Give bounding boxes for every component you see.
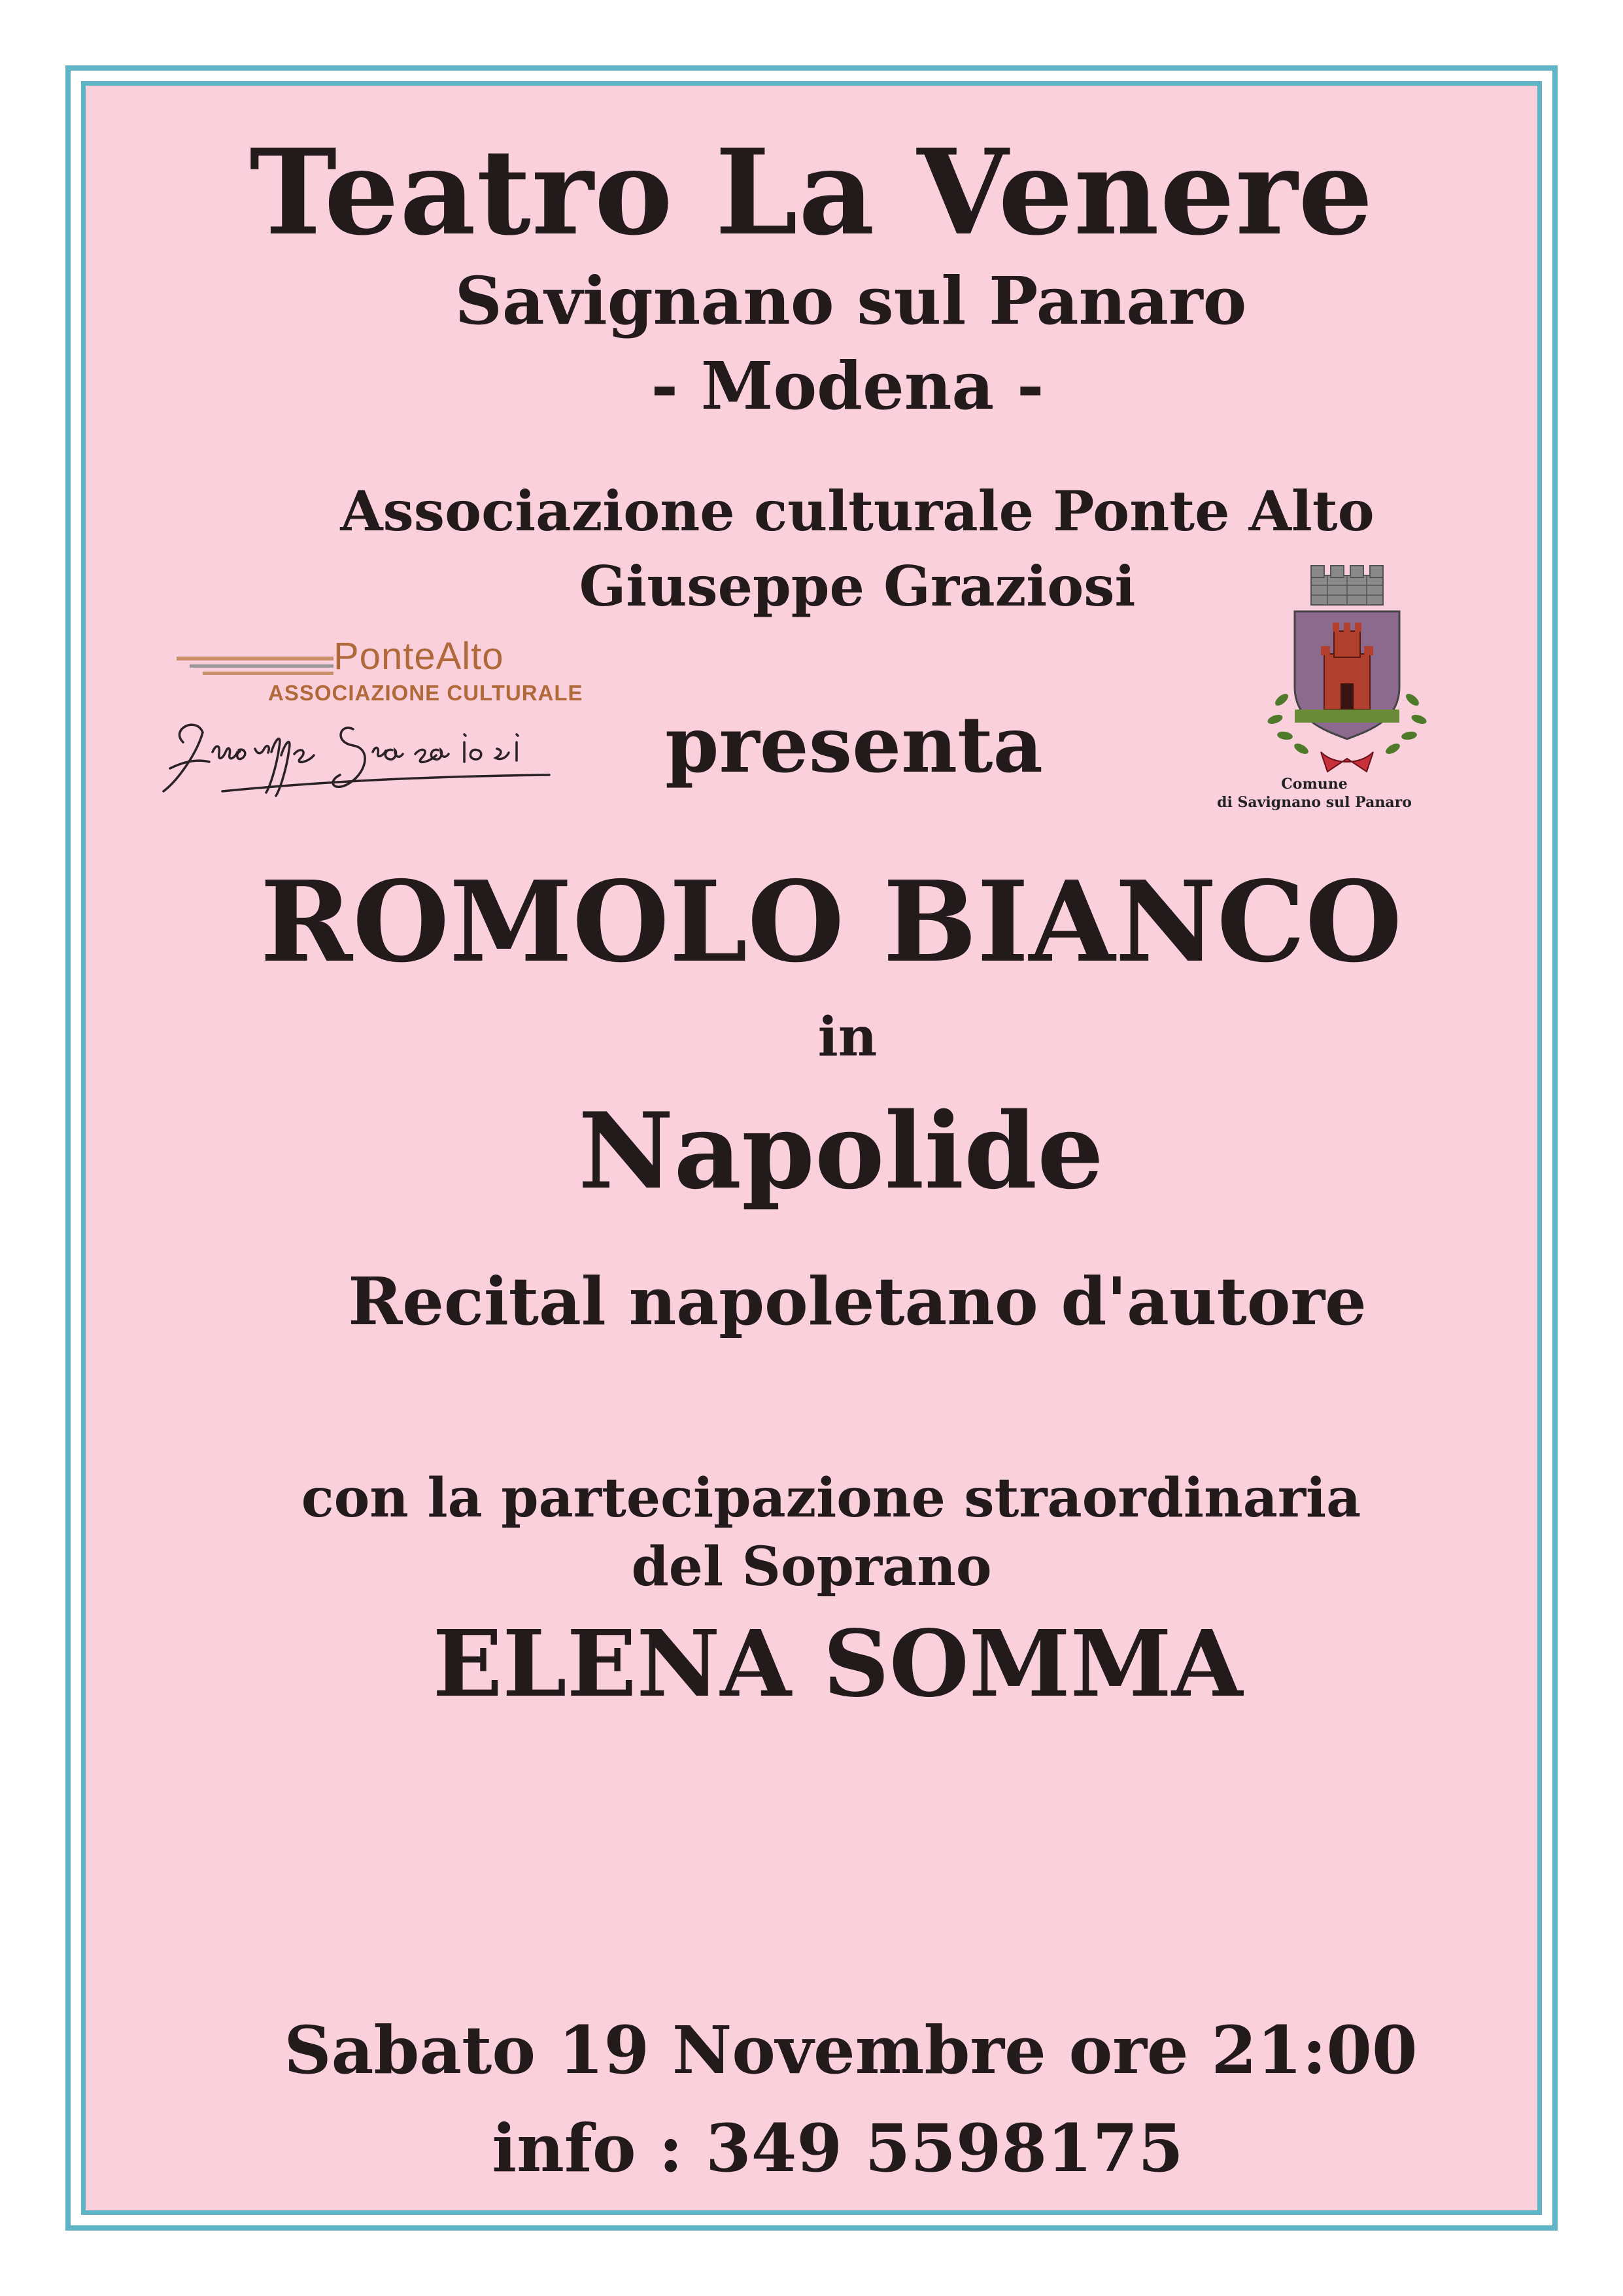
logo-name: PonteAlto — [333, 635, 504, 677]
coat-of-arms-icon — [1256, 562, 1439, 778]
participation-line-2: del Soprano — [631, 1535, 992, 1598]
association-person: Giuseppe Graziosi — [579, 554, 1136, 619]
province-name: - Modena - — [651, 347, 1044, 424]
crest-caption-town: di Savignano sul Panaro — [1217, 794, 1412, 811]
in-label: in — [817, 1006, 878, 1069]
event-date: Sabato 19 Novembre ore 21:00 — [284, 2012, 1418, 2089]
artist-name: ROMOLO BIANCO — [260, 857, 1403, 987]
info-phone: info : 349 5598175 — [492, 2110, 1184, 2187]
theatre-name: Teatro La Venere — [249, 124, 1374, 262]
logo-lines-icon — [177, 654, 333, 680]
town-name: Savignano sul Panaro — [454, 262, 1247, 339]
presents-label: presenta — [664, 699, 1043, 790]
show-subtitle: Recital napoletano d'autore — [348, 1263, 1367, 1340]
crest-caption-comune: Comune — [1281, 776, 1348, 793]
logo-subtitle: ASSOCIAZIONE CULTURALE — [268, 681, 583, 705]
participation-line-1: con la partecipazione straordinaria — [301, 1467, 1361, 1530]
guest-name: ELENA SOMMA — [432, 1611, 1243, 1718]
show-title: Napolide — [578, 1089, 1104, 1212]
association-name: Associazione culturale Ponte Alto — [340, 479, 1375, 543]
